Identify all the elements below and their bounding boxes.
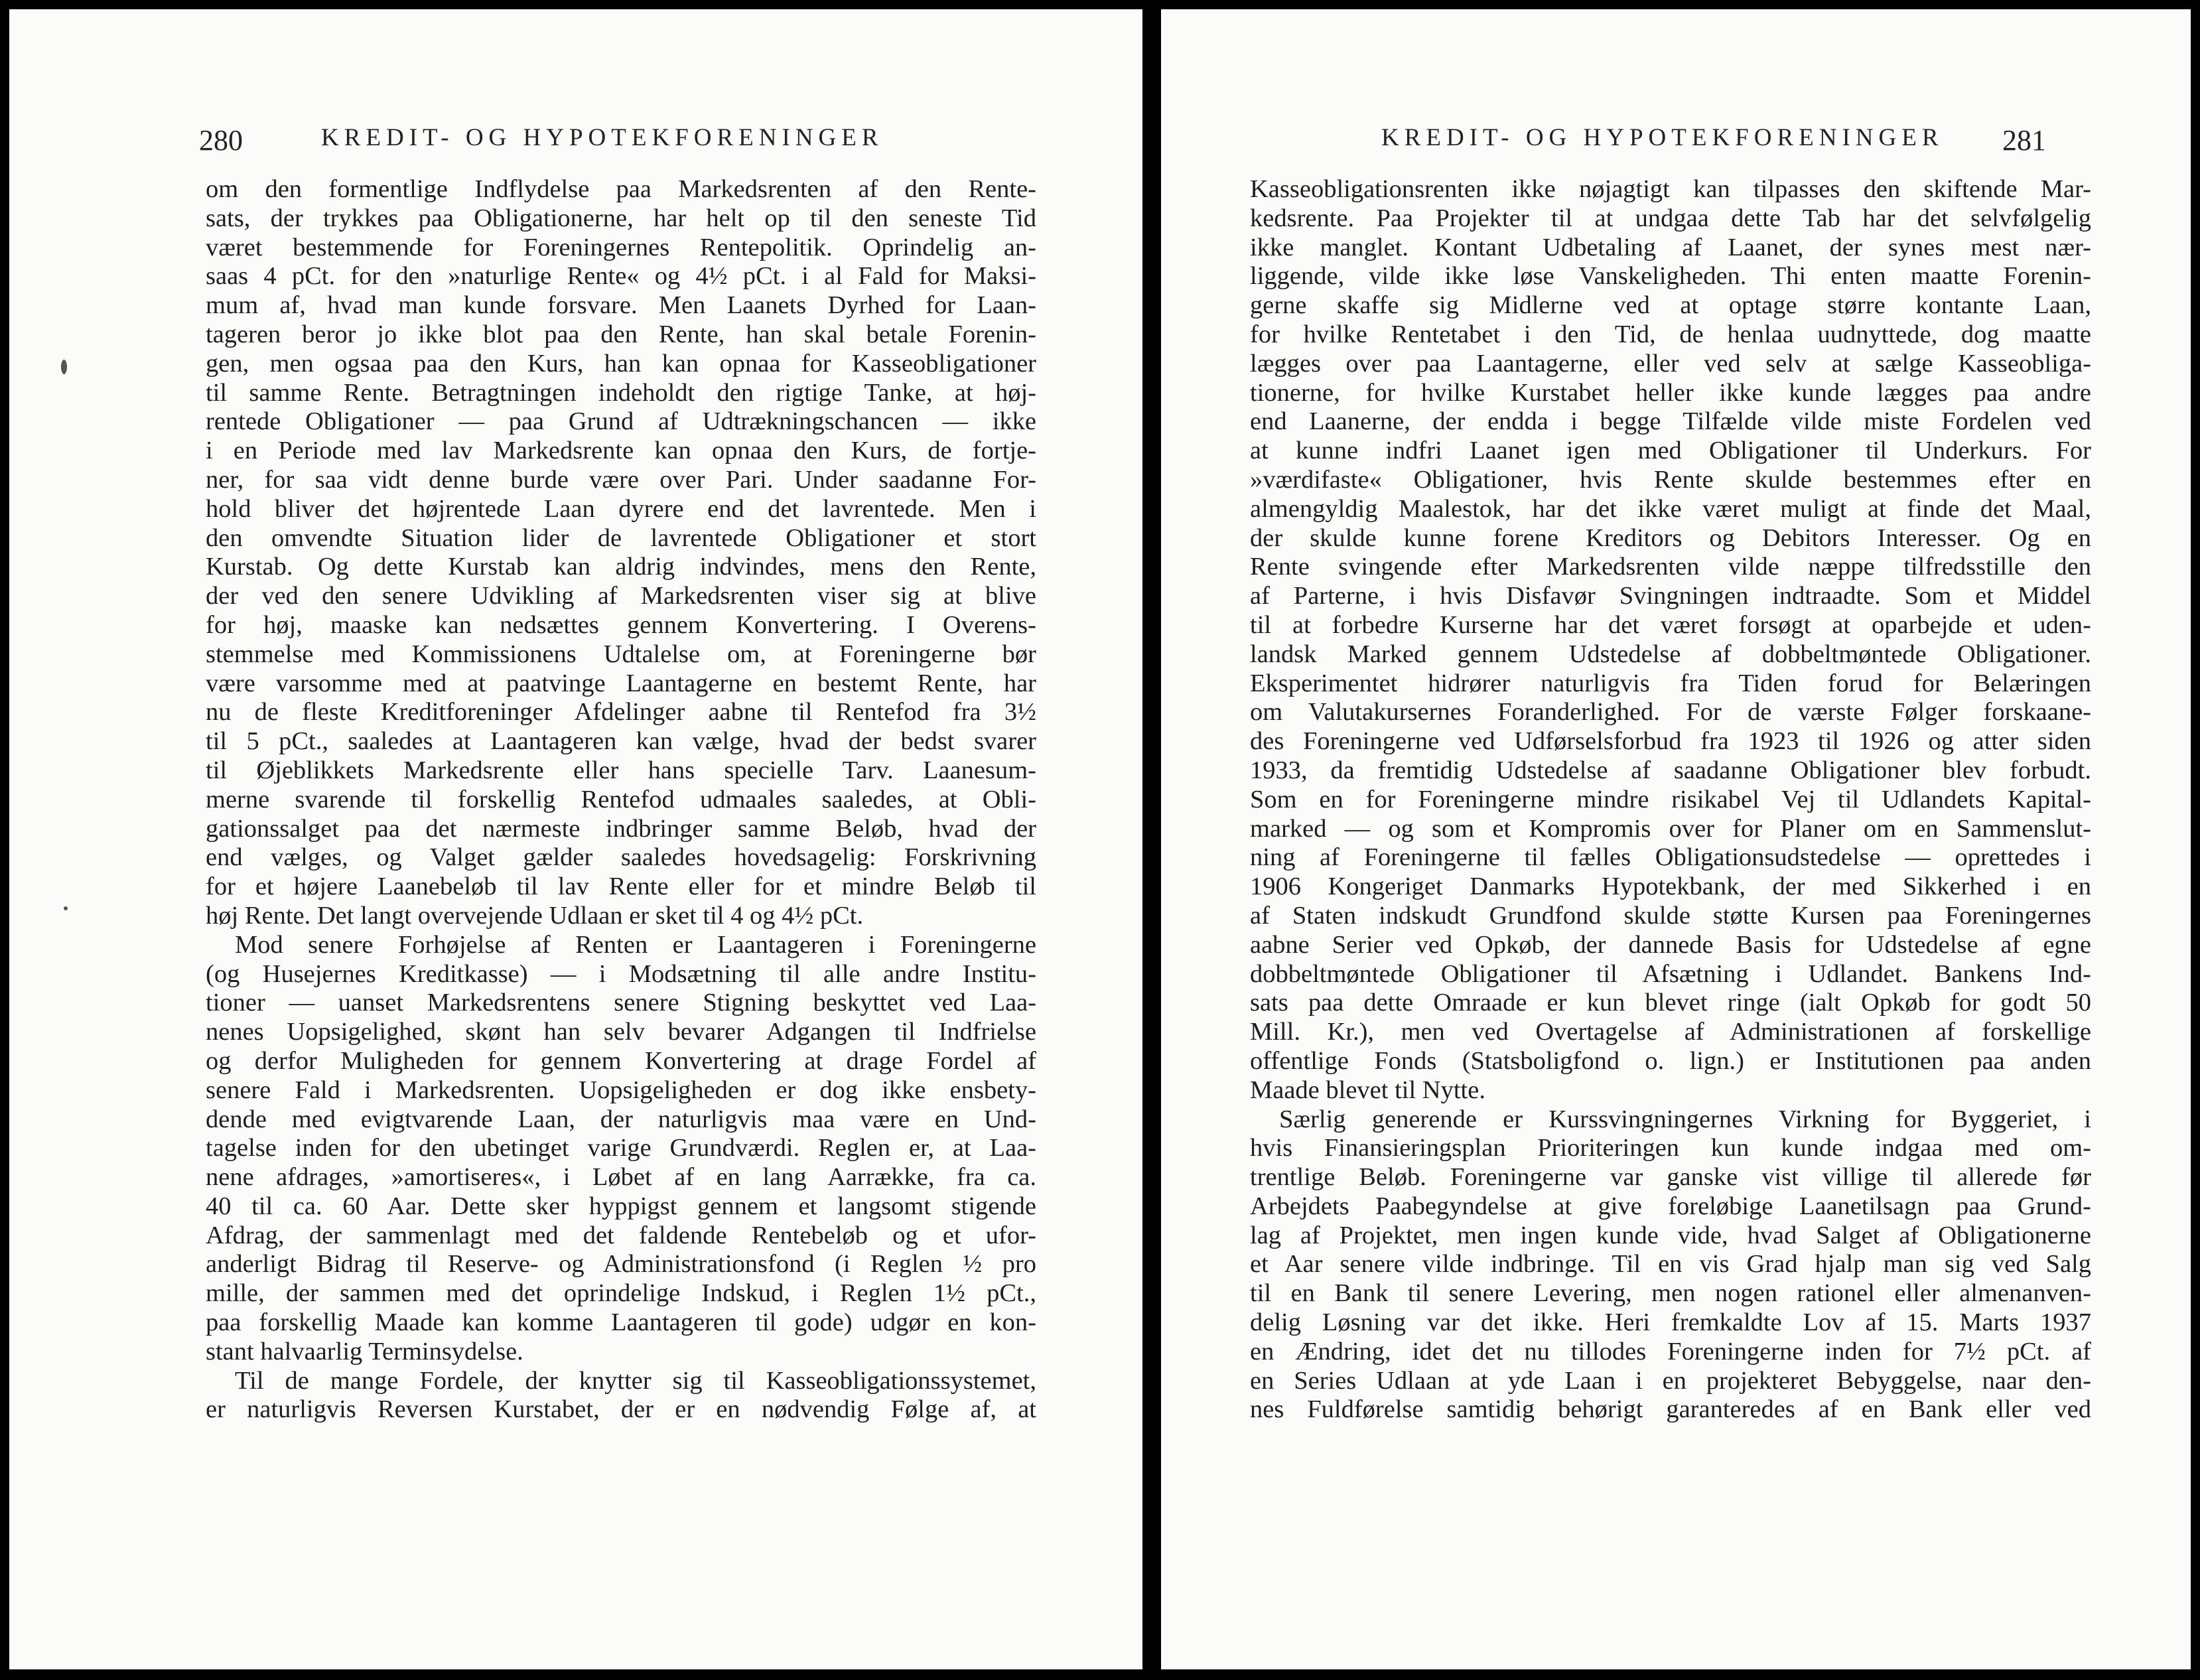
page-body-text (206, 175, 1036, 1425)
text-line: Kurstab. Og dette Kurstab kan aldrig indvindes, mens den Rente, (206, 553, 1036, 581)
text-line: der ved den senere Udvikling af Markedsrenten viser sig at blive (206, 582, 1036, 610)
text-line: liggende, vilde ikke løse Vanskeligheden. Thi enten maatte Forenin- (1250, 262, 2091, 291)
text-line: Rente svingende efter Markedsrenten vilde næppe tilfredsstille den (1250, 553, 2091, 581)
text-line: »værdifaste« Obligationer, hvis Rente skulde bestemmes efter en (1250, 465, 2091, 494)
text-line: høj Rente. Det langt overvejende Udlaan er sket til 4 og 4½ pCt. (206, 901, 864, 930)
text-line: af Staten indskudt Grundfond skulde støtte Kursen paa Foreningernes (1250, 901, 2091, 930)
text-line: den omvendte Situation lider de lavrentede Obligationer et stort (206, 524, 1036, 552)
text-line: Kasseobligationsrenten ikke nøjagtigt kan tilpasses den skiftende Mar- (1250, 175, 2091, 203)
text-line: Maade blevet til Nytte. (1250, 1076, 1485, 1104)
text-line: dobbeltmøntede Obligationer til Afsætning i Udlandet. Bankens Ind- (1250, 959, 2091, 988)
margin-speck (61, 360, 67, 374)
text-line: 1906 Kongeriget Danmarks Hypotekbank, der med Sikkerhed i en (1250, 873, 2091, 901)
text-line: anderligt Bidrag til Reserve- og Administrationsfond (i Reglen ½ pro (206, 1250, 1036, 1279)
text-line: landsk Marked gennem Udstedelse af dobbeltmøntede Obligationer. (1250, 640, 2091, 668)
right-page (1161, 9, 2191, 1669)
text-line: en Series Udlaan at yde Laan i en projekteret Bebyggelse, naar den- (1250, 1366, 2091, 1395)
text-line: Eksperimentet hidrører naturligvis fra Tiden forud for Belæringen (1250, 669, 2091, 697)
text-line: hvis Finansieringsplan Prioriteringen kun kunde indgaa med om- (1250, 1134, 2091, 1162)
left-page (9, 9, 1142, 1669)
text-line: hold bliver det højrentede Laan dyrere end det lavrentede. Men i (206, 494, 1036, 523)
text-line: dende med evigtvarende Laan, der naturligvis maa være en Und- (206, 1105, 1036, 1133)
text-line: en Ændring, idet det nu tillodes Foreningerne inden for 7½ pCt. af (1250, 1337, 2091, 1365)
text-line: lag af Projektet, men ingen kunde vide, hvad Salget af Obligationerne (1250, 1221, 2091, 1249)
text-line: senere Fald i Markedsrenten. Uopsigeligheden er dog ikke ensbety- (206, 1076, 1036, 1104)
text-line: til samme Rente. Betragtningen indeholdt den rigtige Tanke, at høj- (206, 378, 1036, 407)
text-line: ning af Foreningerne til fælles Obligationsudstedelse — oprettedes i (1250, 843, 2091, 872)
text-line: være varsomme med at paatvinge Laantagerne en bestemt Rente, har (206, 669, 1036, 697)
text-line: til 5 pCt., saaledes at Laantageren kan vælge, hvad der bedst svarer (206, 727, 1036, 756)
text-line: aabne Serier ved Opkøb, der dannede Basis for Udstedelse af egne (1250, 930, 2091, 959)
text-line: trentlige Beløb. Foreningerne var ganske vist villige til allerede før (1250, 1163, 2091, 1192)
text-line: end vælges, og Valget gælder saaledes hovedsagelig: Forskrivning (206, 843, 1036, 872)
text-line: almengyldig Maalestok, har det ikke været muligt at finde det Maal, (1250, 494, 2091, 523)
text-line: 1933, da fremtidig Udstedelse af saadanne Obligationer blev forbudt. (1250, 756, 2091, 784)
text-line: delig Løsning var det ikke. Heri fremkaldte Lov af 15. Marts 1937 (1250, 1308, 2091, 1337)
text-line: om den formentlige Indflydelse paa Markedsrenten af den Rente- (206, 175, 1036, 203)
text-line: er naturligvis Reversen Kurstabet, der er en nødvendig Følge af, at (206, 1395, 1036, 1424)
text-line: Mod senere Forhøjelse af Renten er Laantageren i Foreningerne (235, 930, 1036, 959)
text-line: nene afdrages, »amortiseres«, i Løbet af en lang Aarrække, fra ca. (206, 1163, 1036, 1192)
text-line: i en Periode med lav Markedsrente kan opnaa den Kurs, de fortje- (206, 437, 1036, 465)
text-line: tioner — uanset Markedsrentens senere Stigning beskyttet ved Laa- (206, 989, 1036, 1017)
margin-speck (64, 906, 68, 910)
text-line: tagelse inden for den ubetinget varige Grundværdi. Reglen er, at Laa- (206, 1134, 1036, 1162)
text-line: Arbejdets Paabegyndelse at give foreløbige Laanetilsagn paa Grund- (1250, 1192, 2091, 1220)
text-line: været bestemmende for Foreningernes Rentepolitik. Oprindelig an- (206, 233, 1036, 261)
text-line: for et højere Laanebeløb til lav Rente eller for et mindre Beløb til (206, 873, 1036, 901)
text-line: nenes Uopsigelighed, skønt han selv bevarer Adgangen til Indfrielse (206, 1018, 1036, 1046)
text-line: sats paa dette Omraade er kun blevet ringe (ialt Opkøb for godt 50 (1250, 989, 2091, 1017)
text-line: mille, der sammen med det oprindelige Indskud, i Reglen 1½ pCt., (206, 1279, 1036, 1308)
text-line: Til de mange Fordele, der knytter sig til Kasseobligationssystemet, (235, 1366, 1036, 1395)
text-line: til Øjeblikkets Markedsrente eller hans specielle Tarv. Laanesum- (206, 756, 1036, 784)
text-line: merne svarende til forskellig Rentefod udmaales saaledes, at Obli- (206, 785, 1036, 813)
text-line: tionerne, for hvilke Kurstabet heller ikke kunde lægges paa andre (1250, 378, 2091, 407)
text-line: marked — og som et Kompromis over for Planer om en Sammenslut- (1250, 814, 2091, 843)
text-line: offentlige Fonds (Statsboligfond o. lign.) er Institutionen paa anden (1250, 1046, 2091, 1075)
text-line: et Aar senere vilde indbringe. Til en vis Grad hjalp man sig ved Salg (1250, 1250, 2091, 1279)
text-line: mum af, hvad man kunde forsvare. Men Laanets Dyrhed for Laan- (206, 291, 1036, 320)
text-line: og derfor Muligheden for gennem Konvertering at drage Fordel af (206, 1046, 1036, 1075)
text-line: lægges over paa Laantagerne, eller ved selv at sælge Kasseobliga- (1250, 349, 2091, 378)
text-line: Mill. Kr.), men ved Overtagelse af Administrationen af forskellige (1250, 1018, 2091, 1046)
running-header: KREDIT- OG HYPOTEKFORENINGER (1381, 124, 1944, 151)
text-line: sats, der trykkes paa Obligationerne, har helt op til den seneste Tid (206, 204, 1036, 232)
text-line: ner, for saa vidt denne burde være over Pari. Under saadanne For- (206, 465, 1036, 494)
running-header: KREDIT- OG HYPOTEKFORENINGER (321, 124, 884, 151)
page-number: 281 (2002, 124, 2046, 157)
text-line: tageren beror jo ikke blot paa den Rente, han skal betale Forenin- (206, 320, 1036, 348)
text-line: stemmelse med Kommissionens Udtalelse om, at Foreningerne bør (206, 640, 1036, 668)
text-line: end Laanerne, der endda i begge Tilfælde vilde miste Fordelen ved (1250, 407, 2091, 436)
text-line: nes Fuldførelse samtidig behørigt garanteredes af en Bank eller ved (1250, 1395, 2091, 1424)
page-body-text (1250, 175, 2091, 1425)
text-line: at kunne indfri Laanet igen med Obligationer til Underkurs. For (1250, 437, 2091, 465)
text-line: af Parterne, i hvis Disfavør Svingningen indtraadte. Som et Middel (1250, 582, 2091, 610)
text-line: 40 til ca. 60 Aar. Dette sker hyppigst gennem et langsomt stigende (206, 1192, 1036, 1220)
text-line: rentede Obligationer — paa Grund af Udtrækningschancen — ikke (206, 407, 1036, 436)
text-line: paa forskellig Maade kan komme Laantageren til gode) udgør en kon- (206, 1308, 1036, 1337)
text-line: ikke manglet. Kontant Udbetaling af Laanet, der synes mest nær- (1250, 233, 2091, 261)
text-line: Særlig generende er Kurssvingningernes Virkning for Byggeriet, i (1279, 1105, 2091, 1133)
text-line: der skulde kunne forene Kreditors og Debitors Interesser. Og en (1250, 524, 2091, 552)
text-line: til at forbedre Kurserne har det været forsøgt at oparbejde et uden- (1250, 610, 2091, 639)
text-line: Afdrag, der sammenlagt med det faldende Rentebeløb og et ufor- (206, 1221, 1036, 1249)
text-line: gen, men ogsaa paa den Kurs, han kan opnaa for Kasseobligationer (206, 349, 1036, 378)
text-line: for høj, maaske kan nedsættes gennem Konvertering. I Overens- (206, 610, 1036, 639)
text-line: om Valutakursernes Foranderlighed. For de værste Følger forskaane- (1250, 698, 2091, 727)
text-line: saas 4 pCt. for den »naturlige Rente« og 4½ pCt. i al Fald for Maksi- (206, 262, 1036, 291)
page-number: 280 (199, 124, 243, 157)
text-line: nu de fleste Kreditforeninger Afdelinger aabne til Rentefod fra 3½ (206, 698, 1036, 727)
text-line: (og Husejernes Kreditkasse) — i Modsætning til alle andre Institu- (206, 959, 1036, 988)
text-line: stant halvaarlig Terminsydelse. (206, 1337, 523, 1365)
text-line: kedsrente. Paa Projekter til at undgaa dette Tab har det selvfølgelig (1250, 204, 2091, 232)
text-line: Som en for Foreningerne mindre risikabel Vej til Udlandets Kapital- (1250, 785, 2091, 813)
text-line: des Foreningerne ved Udførselsforbud fra 1923 til 1926 og atter siden (1250, 727, 2091, 756)
text-line: for hvilke Rentetabet i den Tid, de henlaa uudnyttede, dog maatte (1250, 320, 2091, 348)
text-line: gerne skaffe sig Midlerne ved at optage større kontante Laan, (1250, 291, 2091, 320)
text-line: gationssalget paa det nærmeste indbringer samme Beløb, hvad der (206, 814, 1036, 843)
text-line: til en Bank til senere Levering, men nogen rationel eller almenanven- (1250, 1279, 2091, 1308)
